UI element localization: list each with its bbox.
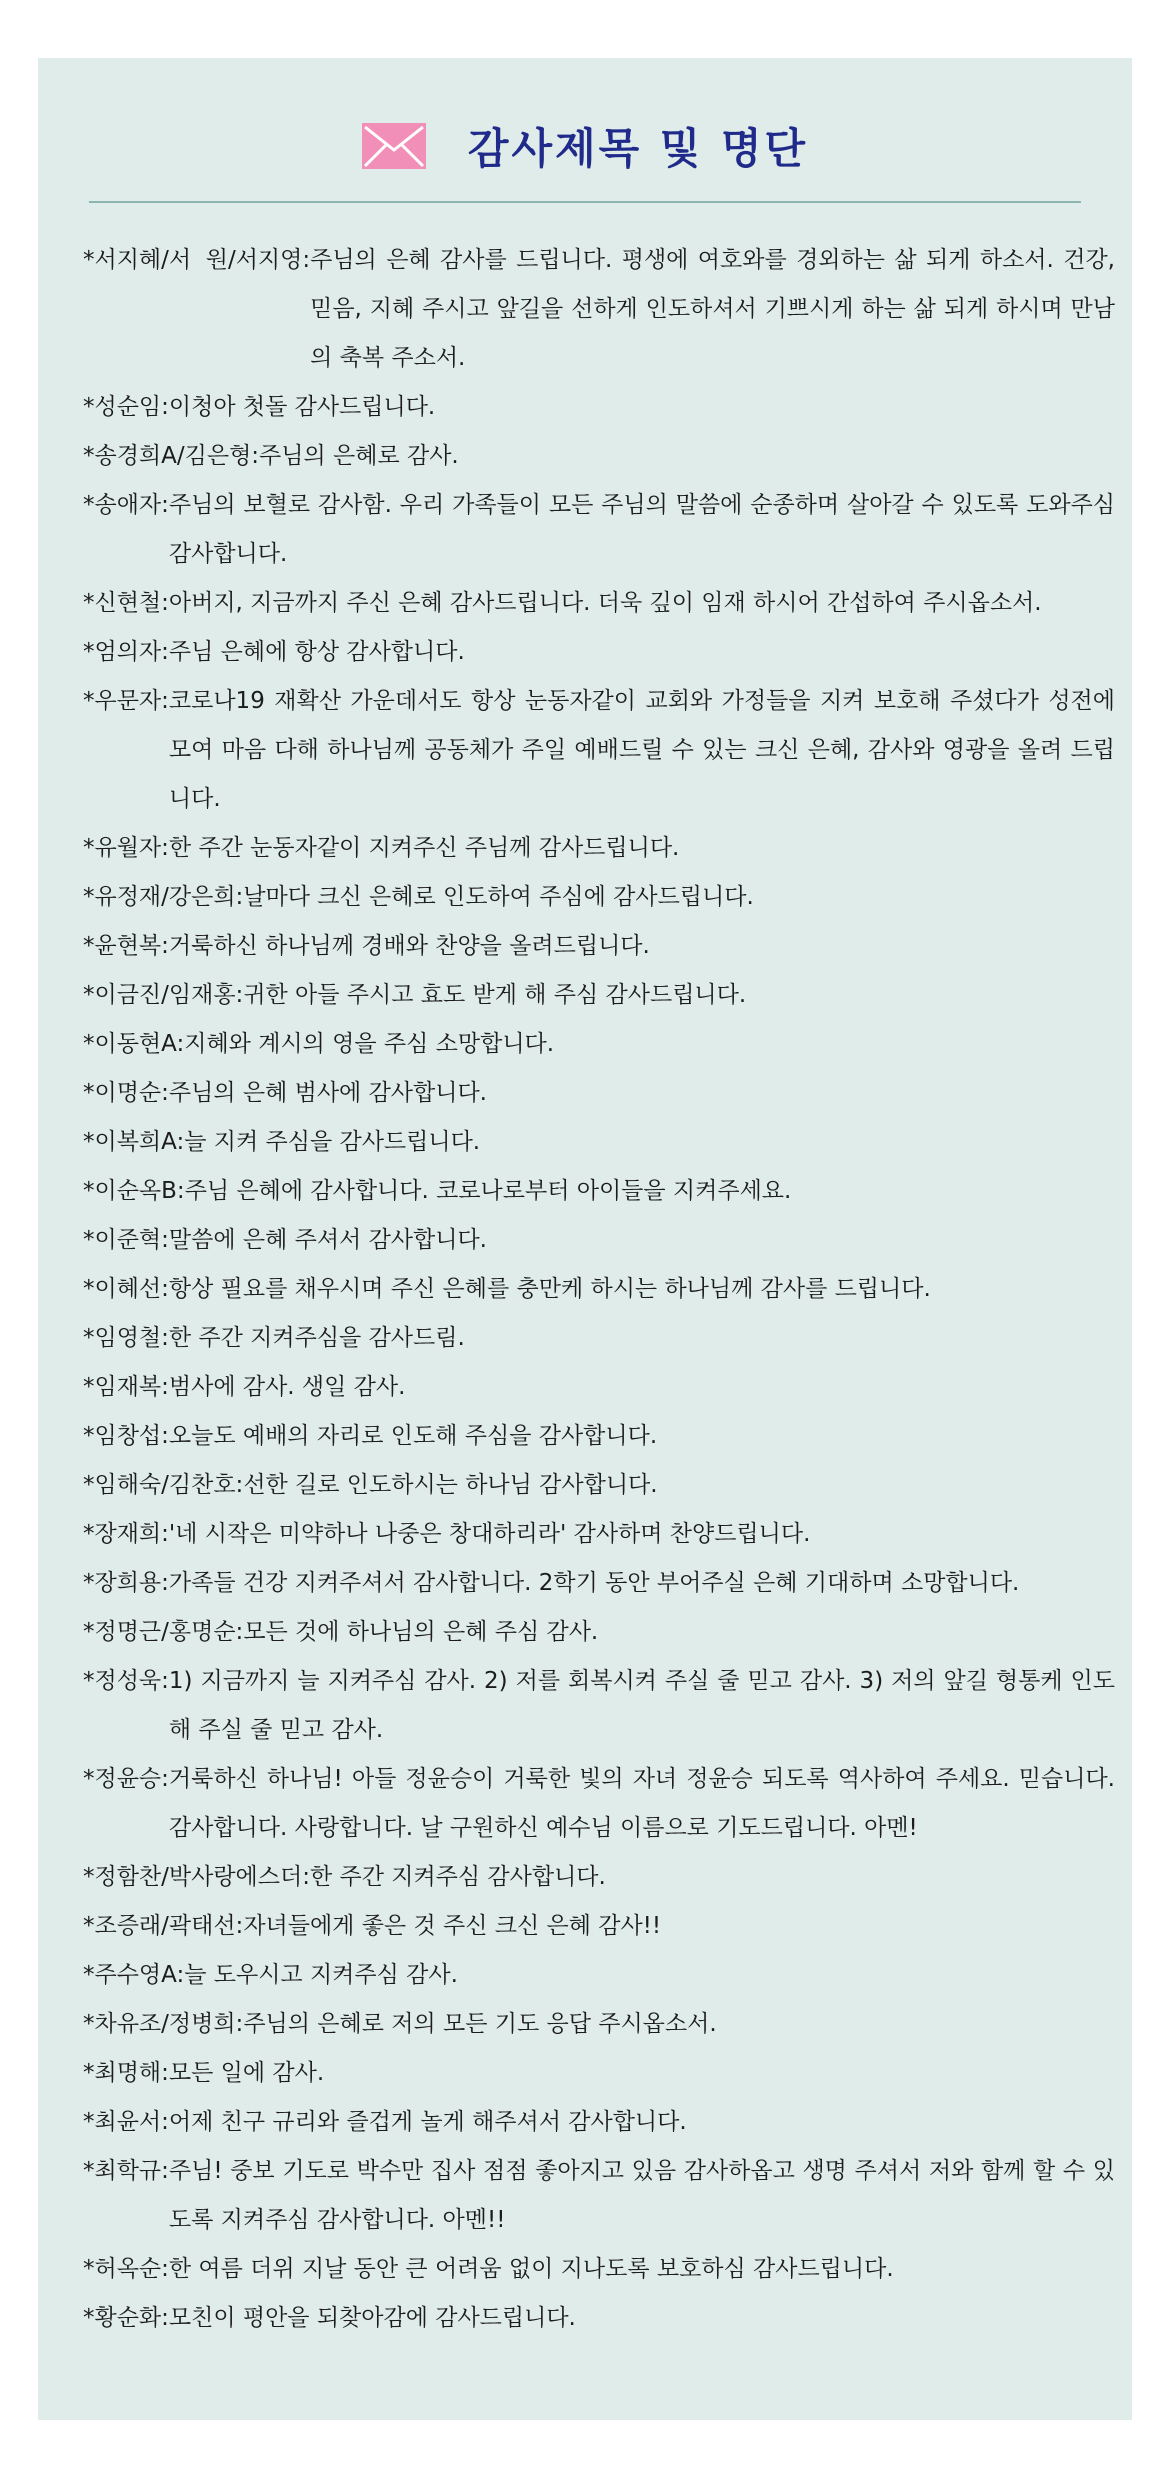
member-name: *송경희A/김은형: xyxy=(83,443,260,469)
thanks-text: 거룩하신 하나님! 아들 정윤승이 거룩한 빛의 자녀 정윤승 되도록 역사하여 주세요. 믿습니다. 감사합니다. 사랑합니다. 날 구원하신 예수님 이름으로 기도드립니다. 아멘! xyxy=(168,1766,1115,1841)
list-item xyxy=(83,628,1123,677)
member-name: *이동현A: xyxy=(83,1031,185,1057)
list-item xyxy=(83,2049,1123,2098)
thanks-text: 이청아 첫돌 감사드립니다. xyxy=(168,394,436,420)
list-item xyxy=(83,1265,1123,1314)
list-item xyxy=(83,1853,1123,1902)
member-name: *이금진/임재홍: xyxy=(83,982,244,1008)
list-item xyxy=(83,1461,1123,1510)
thanks-text: 오늘도 예배의 자리로 인도해 주심을 감사합니다. xyxy=(168,1423,658,1449)
content-panel xyxy=(38,58,1132,2420)
member-name: *임해숙/김찬호: xyxy=(83,1472,244,1498)
list-item xyxy=(83,677,1123,824)
list-item xyxy=(83,236,1123,383)
member-name: *조증래/곽태선: xyxy=(83,1913,244,1939)
list-item xyxy=(83,1755,1123,1853)
member-name: *이순옥B: xyxy=(83,1178,185,1204)
thanks-text: 범사에 감사. 생일 감사. xyxy=(168,1374,406,1400)
thanks-text: 주님의 은혜 감사를 드립니다. 평생에 여호와를 경외하는 삶 되게 하소서. 건강, 믿음, 지혜 주시고 앞길을 선하게 인도하셔서 기쁘시게 하는 삶 되게 하시며 만남의 축복 주소서. xyxy=(310,247,1115,371)
thanks-text: 모친이 평안을 되찾아감에 감사드립니다. xyxy=(168,2305,576,2331)
member-name: *장재희: xyxy=(83,1521,169,1547)
list-item xyxy=(83,1020,1123,1069)
member-name: *허옥순: xyxy=(83,2256,169,2282)
list-item xyxy=(83,579,1123,628)
list-item xyxy=(83,432,1123,481)
member-name: *임재복: xyxy=(83,1374,169,1400)
list-item xyxy=(83,2294,1123,2343)
thanks-text: 모든 것에 하나님의 은혜 주심 감사. xyxy=(243,1619,599,1645)
thanks-text: 주님의 은혜 범사에 감사합니다. xyxy=(168,1080,487,1106)
thanks-text: 주님 은혜에 감사합니다. 코로나로부터 아이들을 지켜주세요. xyxy=(184,1178,792,1204)
list-item xyxy=(83,1167,1123,1216)
member-name: *정성욱: xyxy=(83,1668,169,1694)
thanks-text: 주님의 은혜로 저의 모든 기도 응답 주시옵소서. xyxy=(243,2011,717,2037)
member-name: *서지혜/서 원/서지영: xyxy=(83,247,311,273)
thanks-text: 어제 친구 규리와 즐겁게 놀게 해주셔서 감사합니다. xyxy=(168,2109,687,2135)
thanks-text: 늘 지켜 주심을 감사드립니다. xyxy=(184,1129,481,1155)
member-name: *임창섭: xyxy=(83,1423,169,1449)
member-name: *최명해: xyxy=(83,2060,169,2086)
thanks-text: 코로나19 재확산 가운데서도 항상 눈동자같이 교회와 가정들을 지켜 보호해 주셨다가 성전에 모여 마음 다해 하나님께 공동체가 주일 예배드릴 수 있는 크신 은혜, 감사와 영광을 올려 드립니다. xyxy=(168,688,1115,812)
thanks-text: 늘 도우시고 지켜주심 감사. xyxy=(184,1962,458,1988)
thanks-text: 말씀에 은혜 주셔서 감사합니다. xyxy=(168,1227,487,1253)
list-item xyxy=(83,1412,1123,1461)
list-item xyxy=(83,1559,1123,1608)
list-item xyxy=(83,1657,1123,1755)
thanks-text: 1) 지금까지 늘 지켜주심 감사. 2) 저를 회복시켜 주실 줄 믿고 감사. 3) 저의 앞길 형통케 인도해 주실 줄 믿고 감사. xyxy=(168,1668,1115,1743)
thanks-text: 지혜와 계시의 영을 주심 소망합니다. xyxy=(184,1031,555,1057)
member-name: *이명순: xyxy=(83,1080,169,1106)
thanks-text: 선한 길로 인도하시는 하나님 감사합니다. xyxy=(243,1472,658,1498)
thanks-text: 가족들 건강 지켜주셔서 감사합니다. 2학기 동안 부어주실 은혜 기대하며 소망합니다. xyxy=(168,1570,1020,1596)
thanks-text: '네 시작은 미약하나 나중은 창대하리라' 감사하며 찬양드립니다. xyxy=(168,1521,811,1547)
thanks-text: 주님! 중보 기도로 박수만 집사 점점 좋아지고 있음 감사하옵고 생명 주셔서 저와 함께 할 수 있도록 지켜주심 감사합니다. 아멘!! xyxy=(168,2158,1115,2233)
member-name: *성순임: xyxy=(83,394,169,420)
list-item xyxy=(83,1510,1123,1559)
list-item xyxy=(83,1118,1123,1167)
member-name: *이준혁: xyxy=(83,1227,169,1253)
member-name: *정윤승: xyxy=(83,1766,169,1792)
list-item xyxy=(83,2098,1123,2147)
thanks-text: 자녀들에게 좋은 것 주신 크신 은혜 감사!! xyxy=(243,1913,662,1939)
member-name: *차유조/정병희: xyxy=(83,2011,244,2037)
thanks-text: 귀한 아들 주시고 효도 받게 해 주심 감사드립니다. xyxy=(243,982,747,1008)
list-item xyxy=(83,1608,1123,1657)
member-name: *신현철: xyxy=(83,590,169,616)
member-name: *윤현복: xyxy=(83,933,169,959)
list-item xyxy=(83,971,1123,1020)
member-name: *송애자: xyxy=(83,492,169,518)
page-title: 감사제목 및 명단 xyxy=(467,124,809,173)
thanks-text: 모든 일에 감사. xyxy=(168,2060,325,2086)
member-name: *엄의자: xyxy=(83,639,169,665)
member-name: *이복희A: xyxy=(83,1129,185,1155)
list-item xyxy=(83,2245,1123,2294)
thanks-text: 거룩하신 하나님께 경배와 찬양을 올려드립니다. xyxy=(168,933,650,959)
thanks-text: 한 주간 눈동자같이 지켜주신 주님께 감사드립니다. xyxy=(168,835,680,861)
thanks-text: 날마다 크신 은혜로 인도하여 주심에 감사드립니다. xyxy=(243,884,754,910)
member-name: *주수영A: xyxy=(83,1962,185,1988)
member-name: *정명근/홍명순: xyxy=(83,1619,244,1645)
list-item xyxy=(83,1314,1123,1363)
member-name: *유월자: xyxy=(83,835,169,861)
list-item xyxy=(83,1216,1123,1265)
member-name: *이혜선: xyxy=(83,1276,169,1302)
list-item xyxy=(83,383,1123,432)
list-item xyxy=(83,2147,1123,2245)
list-item xyxy=(83,873,1123,922)
member-name: *정함찬/박사랑에스더: xyxy=(83,1864,310,1890)
thanks-text: 주님의 보혈로 감사함. 우리 가족들이 모든 주님의 말씀에 순종하며 살아갈 수 있도록 도와주심 감사합니다. xyxy=(168,492,1115,567)
member-name: *최윤서: xyxy=(83,2109,169,2135)
list-item xyxy=(83,922,1123,971)
thanks-text: 한 주간 지켜주심 감사합니다. xyxy=(309,1864,606,1890)
thanks-list xyxy=(83,236,1123,2343)
list-item xyxy=(83,2000,1123,2049)
member-name: *황순화: xyxy=(83,2305,169,2331)
member-name: *임영철: xyxy=(83,1325,169,1351)
envelope-icon xyxy=(362,123,426,169)
thanks-text: 아버지, 지금까지 주신 은혜 감사드립니다. 더욱 깊이 임재 하시어 간섭하여 주시옵소서. xyxy=(168,590,1042,616)
list-item xyxy=(83,824,1123,873)
list-item xyxy=(83,1951,1123,2000)
member-name: *최학규: xyxy=(83,2158,169,2184)
member-name: *우문자: xyxy=(83,688,169,714)
member-name: *장희용: xyxy=(83,1570,169,1596)
header xyxy=(38,116,1132,176)
thanks-text: 주님 은혜에 항상 감사합니다. xyxy=(168,639,465,665)
list-item xyxy=(83,481,1123,579)
thanks-text: 항상 필요를 채우시며 주신 은혜를 충만케 하시는 하나님께 감사를 드립니다. xyxy=(168,1276,931,1302)
list-item xyxy=(83,1069,1123,1118)
list-item xyxy=(83,1363,1123,1412)
thanks-text: 주님의 은혜로 감사. xyxy=(259,443,459,469)
title-divider xyxy=(89,201,1081,203)
thanks-text: 한 여름 더위 지날 동안 큰 어려움 없이 지나도록 보호하심 감사드립니다. xyxy=(168,2256,894,2282)
member-name: *유정재/강은희: xyxy=(83,884,244,910)
thanks-text: 한 주간 지켜주심을 감사드림. xyxy=(168,1325,465,1351)
list-item xyxy=(83,1902,1123,1951)
